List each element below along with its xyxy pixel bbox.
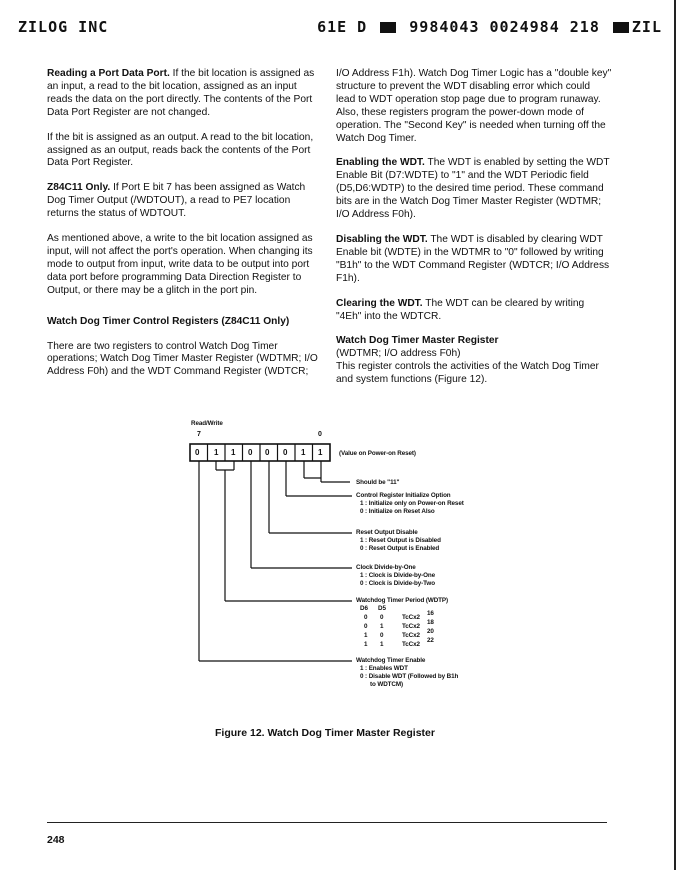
register-address: (WDTMR; I/O address F0h) <box>336 348 461 360</box>
wde-option-1: 1 : Enables WDT <box>360 665 408 672</box>
bit-value: 0 <box>283 448 288 457</box>
register-diagram-lines <box>180 412 510 712</box>
paragraph: I/O Address F1h). Watch Dog Timer Logic has a "double key" structure to prevent the WDT disabling error which could lead to WDT operation stop page due to program runaway. Also, these registers program the power-down mode of operation. The "Second Key" is needed when turning off the Watch Dog Timer. <box>336 68 612 144</box>
bit-value: 0 <box>195 448 200 457</box>
wdtp-d6: 1 <box>364 632 368 639</box>
bit-value: 1 <box>214 448 219 457</box>
section-heading: Watch Dog Timer Master Register <box>336 335 499 347</box>
crio-option-1: 1 : Initialize only on Power-on Reset <box>360 500 464 507</box>
black-bar-icon <box>613 22 629 33</box>
wdtp-d5: 0 <box>380 632 384 639</box>
paragraph <box>47 68 319 120</box>
paragraph: There are two registers to control Watch Dog Timer operations; Watch Dog Timer Master Register (WDTMR; I/O Address F0h) and the WDT Command Register (WDTCR; <box>47 340 318 378</box>
wdtp-exponent: 20 <box>427 628 434 635</box>
wdtp-d5: 0 <box>380 614 384 621</box>
wdtp-period: TcCx2 <box>402 641 420 648</box>
should-be-label: Should be "11" <box>356 479 400 486</box>
wdtp-col-d6: D6 <box>360 605 368 612</box>
header-code-part2: 9984043 0024984 218 <box>409 18 600 36</box>
left-column <box>47 68 319 391</box>
run-in-heading: Enabling the WDT. <box>336 157 425 169</box>
wdtp-period: TcCx2 <box>402 623 420 630</box>
bit-low-label: 0 <box>318 431 322 438</box>
paragraph: If the bit is assigned as an output. A read to the bit location, assigned as an output, reads back the contents of the Port Data Port Register. <box>47 131 314 169</box>
paragraph: As mentioned above, a write to the bit location assigned as input, will not affect the port's operation. When changing its mode to output from input, write data to be output into port data port before programming Data Direction Register to Output, or there may be a glitch in the port pin. <box>47 233 313 296</box>
black-bar-icon <box>380 22 396 33</box>
wde-title: Watchdog Timer Enable <box>356 657 426 664</box>
bit-value: 0 <box>248 448 253 457</box>
rod-option-0: 0 : Reset Output is Enabled <box>360 545 440 552</box>
cdo-option-0: 0 : Clock is Divide-by-Two <box>360 580 435 587</box>
wde-option-0: 0 : Disable WDT (Followed by B1h <box>360 673 459 680</box>
wdtp-exponent: 22 <box>427 637 434 644</box>
run-in-heading: Clearing the WDT. <box>336 297 423 309</box>
section-heading: Watch Dog Timer Control Registers (Z84C11 Only) <box>47 315 290 327</box>
paragraph: This register controls the activities of the Watch Dog Timer and system functions (Figure 12). <box>336 361 599 386</box>
wdtp-period: TcCx2 <box>402 614 420 621</box>
paragraph-text: The WDT can be cleared by writing "4Eh" into the WDTCR. <box>336 297 585 322</box>
run-in-heading: Disabling the WDT. <box>336 233 428 245</box>
paragraph-text: If Port E bit 7 has been assigned as Watch Dog Timer Output (/WDTOUT), a read to PE7 location returns the status of WDTOUT. <box>47 182 306 220</box>
rod-title: Reset Output Disable <box>356 529 418 536</box>
paragraph-text: If the bit location is assigned as an input, a read to the bit location, assigned as an input reads the data on the port directly. The contents of the Port Data Port Register are not changed. <box>47 68 315 118</box>
page-number: 248 <box>47 834 65 846</box>
header-code-part1: 61E D <box>317 18 368 36</box>
bit-value: 1 <box>318 448 323 457</box>
wdtp-col-d5: D5 <box>378 605 386 612</box>
cdo-title: Clock Divide-by-One <box>356 564 416 571</box>
paragraph <box>336 234 612 286</box>
paragraph <box>47 182 319 221</box>
bit-value: 1 <box>301 448 306 457</box>
cdo-option-1: 1 : Clock is Divide-by-One <box>360 572 436 579</box>
read-write-label: Read/Write <box>191 420 223 427</box>
figure-caption: Figure 12. Watch Dog Timer Master Register <box>215 727 435 739</box>
page-header <box>18 14 668 42</box>
header-code-part3: ZIL <box>631 18 662 36</box>
register-figure <box>180 412 510 712</box>
run-in-heading: Z84C11 Only. <box>47 182 111 194</box>
wdtp-d6: 0 <box>364 623 368 630</box>
wdtp-period: TcCx2 <box>402 632 420 639</box>
wdtp-d6: 1 <box>364 641 368 648</box>
paragraph <box>336 298 612 324</box>
bit-value: 0 <box>265 448 270 457</box>
paragraph-text: The WDT is enabled by setting the WDT Enable Bit (D7:WDTE) to "1" and the WDT Periodic field (D5,D6:WDTP) to the desired time period. These command bits are in the Watch Dog Timer Master Register (WDTMR; I/O Address F0h). <box>336 157 610 221</box>
paragraph <box>336 157 612 222</box>
crio-option-0: 0 : Initialize on Reset Also <box>360 508 435 515</box>
header-code <box>317 18 662 36</box>
wdtp-d5: 1 <box>380 641 384 648</box>
wdtp-exponent: 16 <box>427 610 434 617</box>
crio-title: Control Register Initialize Option <box>356 492 451 499</box>
paragraph-text: The WDT is disabled by clearing WDT Enable bit (WDTE) in the WDTMR to "0" followed by writing "B1h" to the WDT Command Register (WDTCR; I/O Address F1h). <box>336 233 610 284</box>
reset-value-note: (Value on Power-on Reset) <box>339 450 416 457</box>
wdtp-d5: 1 <box>380 623 384 630</box>
right-column <box>336 68 612 387</box>
wdtp-title: Watchdog Timer Period (WDTP) <box>356 597 449 604</box>
bit-value: 1 <box>231 448 236 457</box>
footer-rule <box>47 822 607 823</box>
wdtp-exponent: 18 <box>427 619 434 626</box>
bit-high-label: 7 <box>197 431 201 438</box>
run-in-heading: Reading a Port Data Port. <box>47 68 170 79</box>
rod-option-1: 1 : Reset Output is Disabled <box>360 537 441 544</box>
wdtp-d6: 0 <box>364 614 368 621</box>
header-company: ZILOG INC <box>18 18 109 36</box>
wde-option-0-cont: to WDTCM) <box>370 681 404 688</box>
